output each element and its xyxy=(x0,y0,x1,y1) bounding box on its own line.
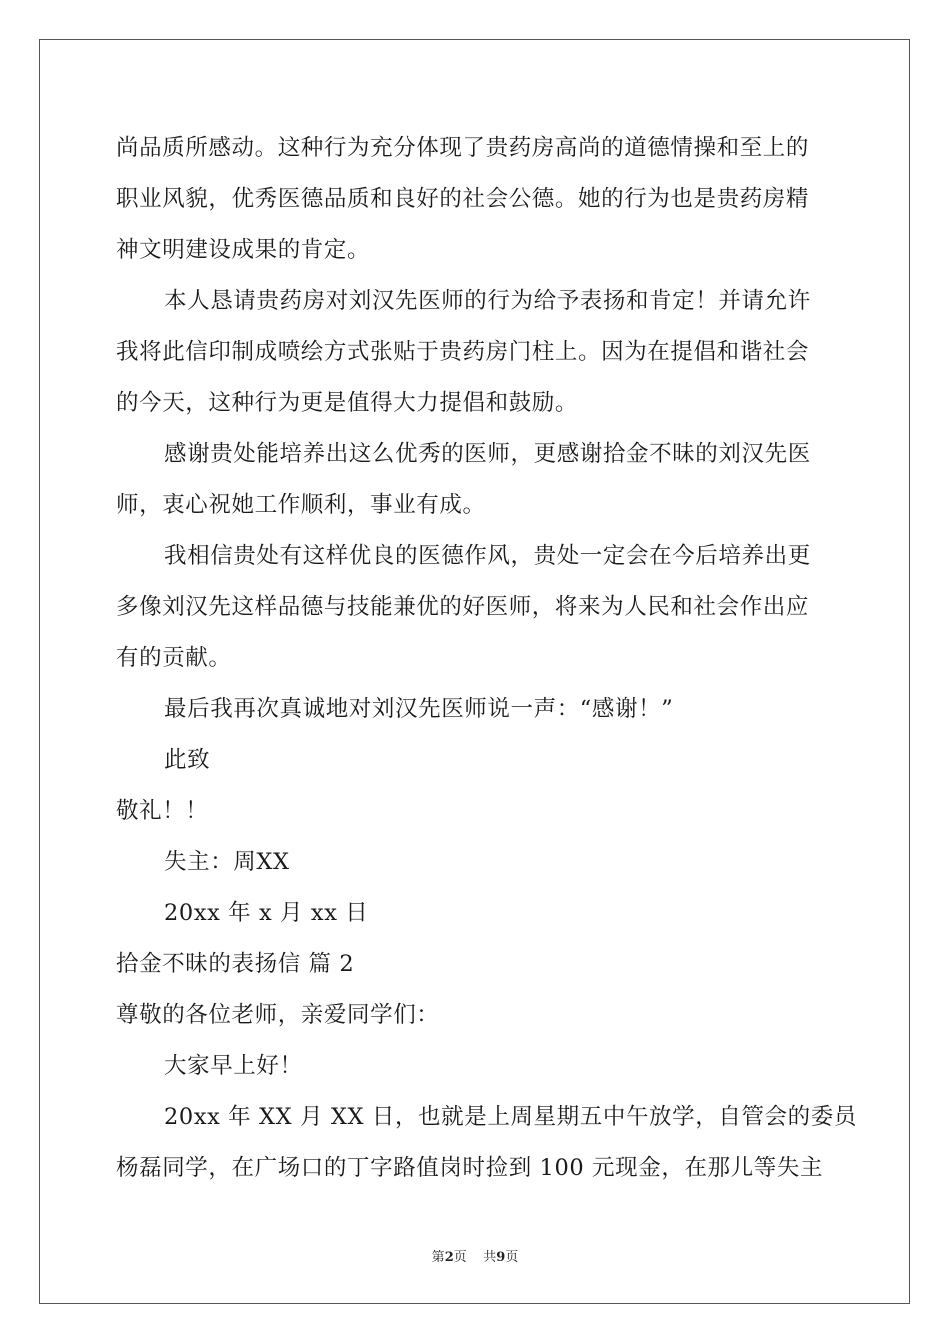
closing-regards: 敬礼！！ xyxy=(116,798,209,824)
paragraph-line: 师，衷心祝她工作顺利，事业有成。 xyxy=(116,492,486,518)
paragraph-line: 神文明建设成果的肯定。 xyxy=(116,237,371,263)
current-page-number: 2 xyxy=(444,1250,454,1265)
greeting: 尊敬的各位老师，亲爱同学们： xyxy=(116,1002,440,1028)
paragraph-line: 多像刘汉先这样品德与技能兼优的好医师，将来为人民和社会作出应 xyxy=(116,594,810,620)
footer-suffix: 页 xyxy=(505,1250,519,1265)
paragraph-line: 我相信贵处有这样优良的医德作风，贵处一定会在今后培养出更 xyxy=(164,543,811,569)
paragraph-line: 大家早上好！ xyxy=(164,1053,303,1079)
paragraph-line: 的今天，这种行为更是值得大力提倡和鼓励。 xyxy=(116,390,579,416)
paragraph-line: 尚品质所感动。这种行为充分体现了贵药房高尚的道德情操和至上的 xyxy=(116,135,810,161)
section-heading: 拾金不昧的表扬信 篇 2 xyxy=(116,951,355,977)
footer-prefix: 第 xyxy=(431,1250,445,1265)
paragraph-line: 最后我再次真诚地对刘汉先医师说一声：“感谢！” xyxy=(164,696,674,722)
paragraph-line: 有的贡献。 xyxy=(116,645,232,671)
signature: 失主：周XX xyxy=(164,849,290,875)
paragraph-line: 杨磊同学，在广场口的丁字路值岗时捡到 100 元现金，在那儿等失主 xyxy=(116,1155,824,1181)
total-page-number: 9 xyxy=(496,1250,506,1265)
letter-date: 20xx 年 x 月 xx 日 xyxy=(164,900,369,926)
paragraph-line: 感谢贵处能培养出这么优秀的医师，更感谢拾金不昧的刘汉先医 xyxy=(164,441,811,467)
paragraph-line: 20xx 年 XX 月 XX 日，也就是上周星期五中午放学，自管会的委员 xyxy=(164,1104,857,1130)
paragraph-line: 我将此信印制成喷绘方式张贴于贵药房门柱上。因为在提倡和谐社会 xyxy=(116,339,810,365)
paragraph-line: 职业风貌，优秀医德品质和良好的社会公德。她的行为也是贵药房精 xyxy=(116,186,810,212)
footer-mid: 页 共 xyxy=(453,1250,497,1265)
page-number-footer xyxy=(0,1246,950,1265)
closing-salutation: 此致 xyxy=(164,747,211,773)
paragraph-line: 本人恳请贵药房对刘汉先医师的行为给予表扬和肯定！并请允许 xyxy=(164,288,811,314)
